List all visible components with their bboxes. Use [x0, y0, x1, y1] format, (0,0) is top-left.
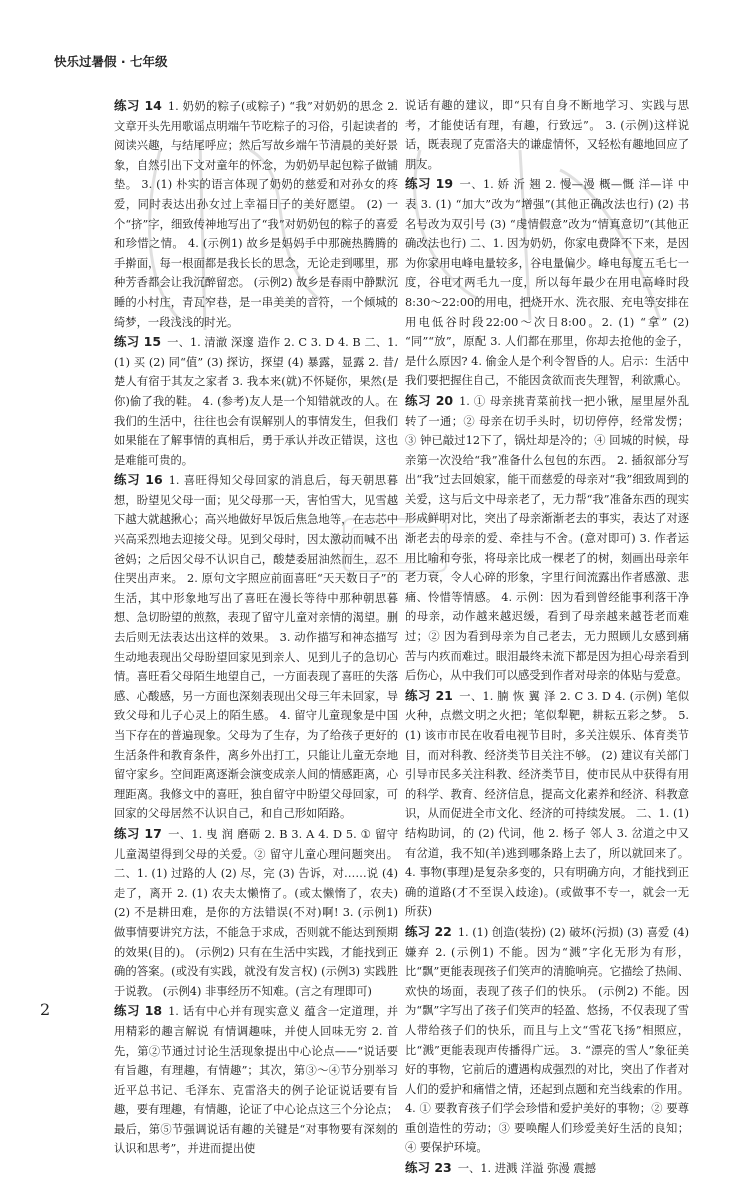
exercise-answer-text: 一、1. 娇 沂 翘 2. 慢—漫 概—慨 洋—详 中 表 3. (1) “加大”改为“增强”(其他正确改法也行) (2) 书名号改为双引号 (3) “虔情假意”改为“情真意切”(其他正确改法也行) 二、1. 因为奶奶，你家电费降不下来，是因为你家用电峰电量较多，谷电量偏少。峰电每度五毛七一度，谷电才两毛九一度，所以每年最少在用电高峰时段8:30～22:00的用电，把烧开水、洗衣服、充电等安排在用电低谷时段22:00～次日8:00。2. (1) “拿” (2) “同”“放”，原配 3. 人们都在那里，你却去抢他的金子，是什么原因? 4. 偷金人是个利令智昏的人。启示：生活中我们要把握住自己，不能因贪欲而丧失理智，利欲熏心。 — [405, 178, 689, 388]
exercise-title: 练习 19 — [405, 176, 454, 192]
exercise-title: 练习 15 — [114, 334, 162, 350]
exercise-answer-text: 一、1. 腩 恢 翼 泽 2. C 3. D 4. (示例) 笔似火种，点燃文明之火把；笔似犁靶，耕耘五彩之梦。 5. (1) 该市市民在收看电视节目时，多关注娱乐、体育类节目，而对科教、经济类节目关注不够。 (2) 建议有关部门引导市民多关注科教、经济类节目，使市民从中获得有用的科学、教育、经济信息，提高文化素养和经济、科教意识，从而促进全市文化、经济的可持续发展。 二、1. (1) 结构助词，的 (2) 代词，他 2. 杨子 邻人 3. 岔道之中又有岔道，我不知(羊)逃到哪条路上去了，所以就回来了。 4. 事物(事理)是复杂多变的，只有明确方向，才能找到正确的道路(才不至误入歧途)。(或做事不专一，就会一无所获) — [405, 689, 690, 919]
exercise-title: 练习 17 — [114, 825, 162, 841]
page-number: 2 — [40, 1000, 51, 1019]
exercise-title: 练习 21 — [405, 687, 453, 703]
exercise-answer-text: 一、1. 进溅 洋溢 弥漫 震撼 — [457, 1162, 596, 1176]
exercise-block — [114, 1001, 398, 1159]
exercise-title: 练习 20 — [405, 392, 454, 408]
exercise-block — [114, 332, 398, 470]
exercise-title: 练习 18 — [114, 1003, 163, 1019]
stamp-seal — [340, 515, 450, 575]
exercise-block — [405, 174, 689, 391]
exercise-block — [114, 824, 398, 1001]
exercise-block — [405, 686, 689, 922]
exercise-answer-text: 一、1. 清澈 深邃 造作 2. C 3. D 4. B 二、1. (1) 买 (2) 同“值” (3) 探访，探望 (4) 暴露，显露 2. 昔/楚人有宿于其友之家者 3. 我本来(就)不怀疑你，果然(是你)偷了我的鞋。 4. (参考)友人是一个知错就改的人。在我们的生活中，往往也会有误解别人的事情发生，但我们如果能在了解事情的真相后，勇于承认并改正错误，这也是难能可贵的。 — [114, 336, 398, 467]
exercise-answer-text: 1. 话有中心并有现实意义 蕴含一定道理，并用精彩的趣言解说 有情调趣味，并使人回味无穷 2. 首先，第②节通过讨论生活现象提出中心论点——“说话要有旨趣，有理趣，有情趣”；其次，第③～④节分别举习近平总书记、毛泽东、克雷洛夫的例子论证说话要有旨趣，要有理趣，有情趣，论证了中心论点这三个分论点；最后，第⑤节强调说话有趣的关键是“对事物要有深刻的认识和思考”，并进而提出使 — [114, 1005, 398, 1156]
exercise-answer-text: 1. 喜旺得知父母回家的消息后，每天朝思暮想，盼望见父母一面；见父母那一天，害怕雪大，见雪越下越大就越揪心；高兴地做好早饭后焦急地等，在志芯中兴高采烈地去迎接父母。见到父母时，因太激动而喊不出爸妈；之后因父母不认识自己，酸楚委屈油然而生，忍不住哭出声来。 2. 原句文字照应前面喜旺“天天数日子”的生活，其中形象地写出了喜旺在漫长等待中那种朝思暮想、急切盼望的煎熬，表现了留守儿童对亲情的渴望。删去后则无法表达出这样的效果。 3. 动作描写和神态描写生动地表现出父母盼望回家见到亲人、见到儿子的急切心情。喜旺看父母陌生地望自己，一方面表现了喜旺的失落感、心酸感，另一方面也深刻表现出父母三年未回家，导致父母和儿子心灵上的陌生感。 4. 留守儿童现象是中国当下存在的普遍现象。父母为了生存，为了给孩子更好的生活条件和教育条件，离乡外出打工，只能让儿童无奈地留守家乡。空间距离逐渐会演变成亲人间的情感距离，心理距离。我修文中的喜旺，独自留守中盼望父母回家，可回家的父母居然不认识自己，和自己形如陌路。 — [114, 474, 399, 821]
exercise-block — [405, 922, 689, 1158]
exercise-title: 练习 16 — [114, 472, 163, 488]
page-header: 快乐过暑假 · 七年级 — [54, 54, 168, 69]
exercise-answer-text: 一、1. 曳 润 磨砺 2. B 3. A 4. D 5. ① 留守儿童渴望得到父母的关爱。② 留守儿童心理问题突出。 二、1. (1) 过路的人 (2) 尽，完 (3) 告诉，对……说 (4) 走了，离开 2. (1) 农夫太懒惰了。(或太懒惰了，农夫) (2) 不是耕田难，是你的方法错误(不对)啊! 3. (示例1) 做事情要讲究方法，不能急于求成，否则就不能达到预期的效果(目的)。 (示例2) 只有在生活中实践，才能找到正确的答案。(或没有实践，就没有发言权) (示例3) 实践胜于说教。 (示例4) 非事经历不知难。(言之有理即可) — [114, 827, 398, 998]
exercise-block — [405, 96, 689, 174]
exercise-answer-text: 1. 奶奶的粽子(或粽子) “我”对奶奶的思念 2. 文章开头先用歌谣点明端午节吃粽子的习俗，引起读者的阅读兴趣，与结尾呼应；然后写故乡端午节清晨的美好景象，自然引出下文对童年的怀念，为奶奶早起包粽子做铺垫。 3. (1) 朴实的语言体现了奶奶的慈爱和对孙女的疼爱，同时表达出孙女过上幸福日子的美好愿望。 (2) 一个“挤”字，细致传神地写出了“我”对奶奶包的粽子的喜爱和珍惜之情。 4. (示例1) 故乡是妈妈手中那碗热腾腾的手擀面，每一根面都是我长长的思念，无论走到哪里，那种芳香都会让我沉醉留恋。 (示例2) 故乡是春雨中静默沉睡的小村庄，青瓦窄巷，是一串美美的音符，一个倾城的绮梦，一段浅浅的时光。 — [114, 100, 398, 329]
exercise-block — [114, 96, 398, 332]
exercise-answer-text: 1. ① 母亲挑青菜前找一把小锹，屋里屋外乱转了一通；② 母亲在切手头时，切切停停，经常发愣；③ 钟已敲过12下了，锅灶却是冷的；④ 回城的时候，母亲第一次没给“我”准备什么包包的东西。 2. 插叙部分写出“我”过去回娘家，能干而慈爱的母亲对“我”细致周到的关爱，这与后文中母亲老了，无力帮“我”准备东西的现实形成鲜明对比，突出了母亲渐渐老去的事实，表达了对逐渐老去的母亲的爱、牵挂与不舍。(意对即可) 3. 作者运用比喻和夸张，将母亲比成一棵老了的树，刻画出母亲年老力衰，令人心碎的形象，字里行间流露出作者感激、悲痛、怜惜等情感。 4. 示例：因为看到曾经能事利落干净的母亲，动作越来越迟缓，看到了母亲越来越苍老而难过；② 因为看到母亲为自己老去，无力照顾儿女感到痛苦与内疚而难过。眼泪最终未流下都是因为担心母亲看到后伤心，从中我们可以感受到作者对母亲的体贴与爱意。 — [405, 394, 689, 683]
exercise-title: 练习 23 — [405, 1160, 452, 1176]
exercise-answer-text: 说话有趣的建议，即“只有自身不断地学习、实践与思考，才能使话有理，有趣，行致远”。 3. (示例)这样说话，既表现了克雷洛夫的谦虚情怀，又轻松有趣地回应了朋友。 — [405, 99, 689, 171]
exercise-title: 练习 22 — [405, 923, 452, 939]
exercise-title: 练习 14 — [114, 98, 162, 113]
exercise-block — [405, 1158, 689, 1179]
exercise-answer-text: 1. (1) 创造(装扮) (2) 破坏(污损) (3) 喜爱 (4) 嫌弃 2. (示例1) 不能。因为“溅”字化无形为有形，比“飘”更能表现孩子们笑声的清脆响亮。它描绘了热闹、欢快的场面，表现了孩子们的快乐。 (示例2) 不能。因为“飘”字写出了孩子们笑声的轻盈、悠扬，不仅表现了雪人带给孩子们的快乐，而且与上文“雪花飞扬”相照应，比“溅”更能表现声传播得广远。 3. “漂亮的雪人”象征美好的事物，它前后的遭遇构成强烈的对比，突出了作者对人们的爱护和痛惜之情，还起到点题和充当线索的作用。 4. ① 要教育孩子们学会珍惜和爱护美好的事物；② 要尊重创造性的劳动；③ 要唤醒人们珍爱美好生活的良知；④ 要保护环境。 — [405, 925, 690, 1155]
